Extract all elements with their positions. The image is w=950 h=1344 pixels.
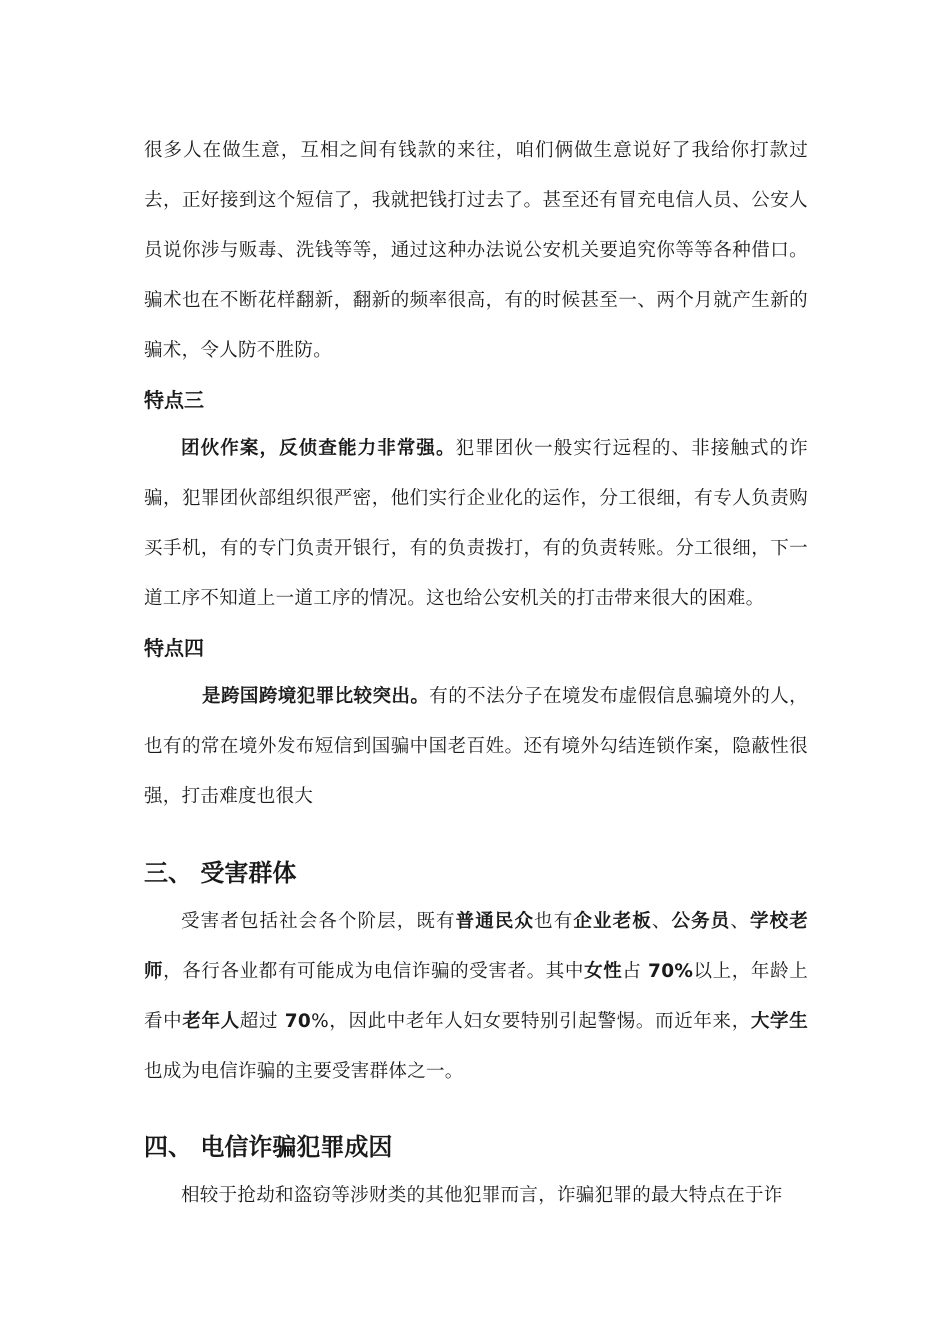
bold-run: 学校老师 bbox=[144, 911, 809, 982]
bold-run: 企业老板 bbox=[573, 911, 652, 932]
feature-four-paragraph bbox=[144, 672, 808, 822]
bold-run: 70% bbox=[648, 961, 694, 982]
feature-three-body: 犯罪团伙一般实行远程的、非接触式的诈骗，犯罪团伙部组织很严密，他们实行企业化的运作，分工很细，有专人负责购买手机，有的专门负责开银行，有的负责拨打，有的负责转账。分工很细，下一道工序不知道上一道工序的情况。这也给公安机关的打击带来很大的困难。 bbox=[144, 438, 808, 609]
bold-run: 公务员 bbox=[671, 911, 731, 932]
section-three-heading: 三、 受害群体 bbox=[144, 859, 297, 887]
bold-run: 大学生 bbox=[750, 1011, 808, 1032]
section-four-heading: 四、 电信诈骗犯罪成因 bbox=[144, 1133, 393, 1161]
bold-run: 老年人 bbox=[182, 1011, 240, 1032]
feature-three-lead: 团伙作案，反侦查能力非常强。 bbox=[181, 438, 456, 459]
bold-run: 女性 bbox=[584, 961, 623, 982]
text-run: 超过 bbox=[239, 1011, 285, 1032]
feature-four-heading: 特点四 bbox=[144, 636, 204, 660]
text-run: %，因此中老年人妇女要特别引起警惕。而近年来， bbox=[311, 1011, 751, 1032]
feature-three-paragraph bbox=[144, 424, 808, 624]
text-run: 也成为电信诈骗的主要受害群体之一。 bbox=[144, 1061, 464, 1082]
feature-three-heading: 特点三 bbox=[144, 388, 204, 412]
text-run: 、 bbox=[730, 911, 750, 932]
feature-four-body: 有的不法分子在境发布虚假信息骗境外的人，也有的常在境外发布短信到国骗中国老百姓。还有境外勾结连锁作案，隐蔽性很强，打击难度也很大 bbox=[144, 686, 808, 807]
text-run: 也有 bbox=[534, 911, 574, 932]
text-run: ，各行各业都有可能成为电信诈骗的受害者。其中 bbox=[163, 961, 585, 982]
section-four-paragraph: 相较于抢劫和盗窃等涉财类的其他犯罪而言，诈骗犯罪的最大特点在于诈 bbox=[181, 1185, 783, 1206]
section-three-paragraph bbox=[144, 897, 808, 1097]
text-run: 、 bbox=[651, 911, 672, 932]
text-run: 以上，年龄上看中 bbox=[144, 961, 809, 1032]
bold-run: 普通民众 bbox=[455, 911, 535, 932]
feature-four-lead: 是跨国跨境犯罪比较突出。 bbox=[202, 686, 430, 707]
text-run: 占 bbox=[622, 961, 649, 982]
text-run: 受害者包括社会各个阶层，既有 bbox=[181, 911, 456, 932]
bold-run: 70 bbox=[284, 1011, 312, 1032]
intro-paragraph: 很多人在做生意，互相之间有钱款的来往，咱们俩做生意说好了我给你打款过去，正好接到这个短信了，我就把钱打过去了。甚至还有冒充电信人员、公安人员说你涉与贩毒、洗钱等等，通过这种办法说公安机关要追究你等等各种借口。骗术也在不断花样翻新，翻新的频率很高，有的时候甚至一、两个月就产生新的骗术，令人防不胜防。 bbox=[144, 140, 808, 361]
